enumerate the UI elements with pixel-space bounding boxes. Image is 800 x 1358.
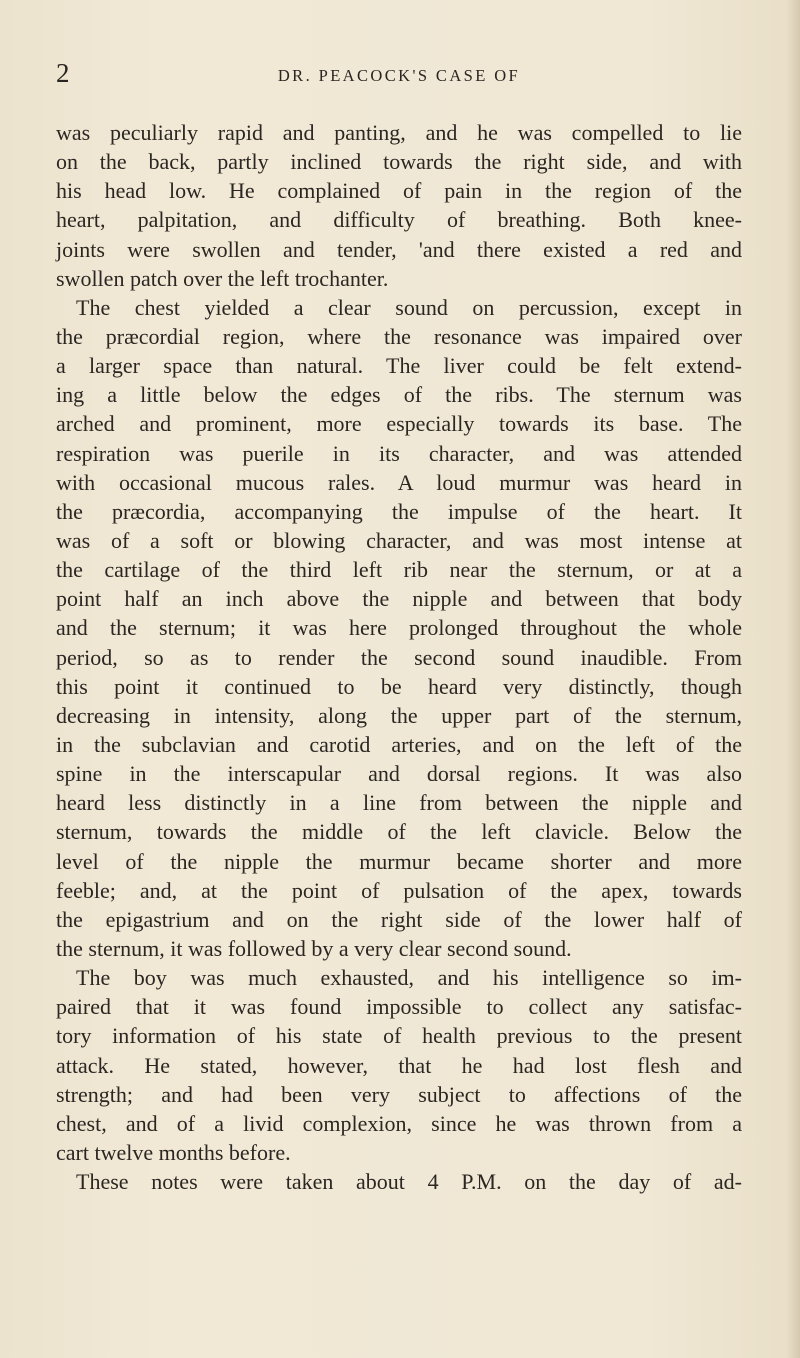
text-line: arched and prominent, more especially towards its base. The — [56, 411, 742, 437]
text-line: with occasional mucous rales. A loud murmur was heard in — [56, 469, 742, 495]
text-line: tory information of his state of health previous to the present — [56, 1023, 742, 1049]
text-line: heart, palpitation, and difficulty of breathing. Both knee- — [56, 207, 742, 233]
text-line: period, so as to render the second sound inaudible. From — [56, 644, 742, 670]
text-line: his head low. He complained of pain in the region of the — [56, 178, 742, 204]
text-line: decreasing in intensity, along the upper part of the sternum, — [56, 702, 742, 728]
text-line: a larger space than natural. The liver could be felt extend- — [56, 353, 742, 379]
running-head: DR. PEACOCK'S CASE OF — [277, 66, 521, 85]
text-line: spine in the interscapular and dorsal regions. It was also — [56, 761, 742, 787]
text-line: this point it continued to be heard very distinctly, though — [56, 673, 742, 699]
text-line: feeble; and, at the point of pulsation of the apex, towards — [56, 877, 742, 903]
text-line: was peculiarly rapid and panting, and he was compelled to lie — [56, 120, 742, 145]
text-line: cart twelve months before. — [56, 1139, 291, 1165]
text-line: paired that it was found impossible to collect any satisfac- — [56, 994, 742, 1020]
text-line: the cartilage of the third left rib near the sternum, or at a — [56, 557, 742, 583]
text-line: respiration was puerile in its character, and was attended — [56, 440, 742, 466]
text-line: the præcordial region, where the resonance was impaired over — [56, 323, 742, 349]
text-line: in the subclavian and carotid arteries, and on the left of the — [56, 731, 742, 757]
page-number: 2 — [56, 58, 70, 88]
text-line: heard less distinctly in a line from between the nipple and — [56, 790, 742, 816]
text-line: the epigastrium and on the right side of the lower half of — [56, 906, 742, 932]
body-text — [56, 118, 742, 1196]
text-line: was of a soft or blowing character, and was most intense at — [56, 527, 742, 553]
page-header — [56, 56, 742, 96]
text-line: sternum, towards the middle of the left clavicle. Below the — [56, 819, 742, 845]
text-line: point half an inch above the nipple and between that body — [56, 586, 742, 612]
text-line: on the back, partly inclined towards the right side, and with — [56, 149, 742, 175]
text-line: level of the nipple the murmur became shorter and more — [56, 848, 742, 874]
page-edge-shadow — [786, 0, 800, 1358]
text-line: The chest yielded a clear sound on percussion, except in — [76, 294, 742, 320]
text-line: These notes were taken about 4 P.M. on the day of ad- — [76, 1169, 742, 1195]
text-line: chest, and of a livid complexion, since he was thrown from a — [56, 1110, 742, 1136]
text-line: swollen patch over the left trochanter. — [56, 265, 389, 291]
text-line: ing a little below the edges of the ribs. The sternum was — [56, 382, 742, 408]
text-line: the sternum, it was followed by a very clear second sound. — [56, 935, 572, 961]
text-line: attack. He stated, however, that he had lost flesh and — [56, 1052, 742, 1078]
text-line: the præcordia, accompanying the impulse of the heart. It — [56, 498, 742, 524]
text-line: joints were swollen and tender, 'and there existed a red and — [56, 236, 742, 262]
text-line: and the sternum; it was here prolonged throughout the whole — [56, 615, 742, 641]
text-line: The boy was much exhausted, and his intelligence so im- — [76, 965, 742, 991]
text-line: strength; and had been very subject to affections of the — [56, 1081, 742, 1107]
